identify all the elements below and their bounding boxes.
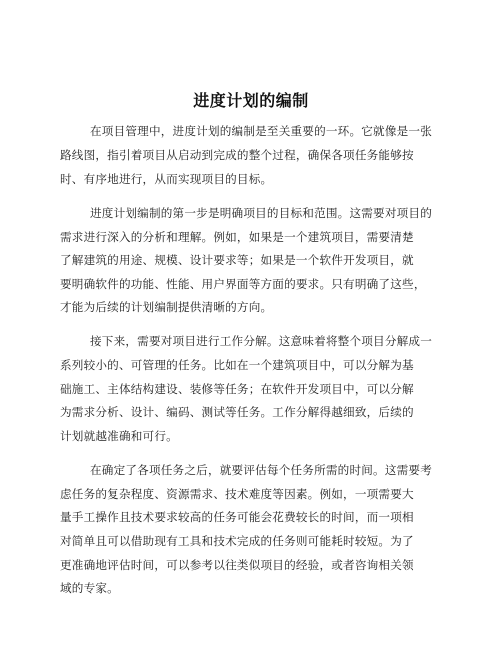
paragraph-line: 进度计划编制的第一步是明确项目的目标和范围。这需要对项目的: [90, 206, 433, 220]
paragraph-line: 时、有序地进行，从而实现项目的目标。: [60, 172, 273, 186]
paragraph-line: 量手工操作且技术要求较高的任务可能会花费较长的时间，而一项相: [60, 510, 414, 524]
paragraph-line: 才能为后续的计划编制提供清晰的方向。: [60, 300, 273, 314]
paragraph-line: 在项目管理中，进度计划的编制是至关重要的一环。它就像是一张: [90, 124, 433, 138]
paragraph-line: 虑任务的复杂程度、资源需求、技术难度等因素。例如，一项需要大: [60, 487, 414, 501]
paragraph-line: 础施工、主体结构建设、装修等任务；在软件开发项目中，可以分解: [60, 382, 414, 396]
paragraph-line: 要明确软件的功能、性能、用户界面等方面的要求。只有明确了这些，: [60, 277, 426, 291]
paragraph-line: 系列较小的、可管理的任务。比如在一个建筑项目中，可以分解为基: [60, 358, 414, 372]
paragraph-line: 在确定了各项任务之后，就要评估每个任务所需的时间。这需要考: [90, 463, 433, 477]
paragraph-line: 了解建筑的用途、规模、设计要求等；如果是一个软件开发项目，就: [60, 253, 414, 267]
paragraph-line: 路线图，指引着项目从启动到完成的整个过程，确保各项任务能够按: [60, 148, 414, 162]
paragraph-line: 对简单且可以借助现有工具和技术完成的任务则可能耗时较短。为了: [60, 534, 414, 548]
paragraph-line: 计划就越准确和可行。: [60, 429, 178, 443]
paragraph-line: 域的专家。: [60, 581, 119, 595]
paragraph-line: 更准确地评估时间，可以参考以往类似项目的经验，或者咨询相关领: [60, 558, 414, 572]
document-title: 进度计划的编制: [193, 91, 309, 110]
paragraph-line: 为需求分析、设计、编码、测试等任务。工作分解得越细致，后续的: [60, 405, 414, 419]
paragraph-line: 接下来，需要对项目进行工作分解。这意味着将整个项目分解成一: [90, 334, 433, 348]
paragraph-line: 需求进行深入的分析和理解。例如，如果是一个建筑项目，需要清楚: [60, 230, 414, 244]
